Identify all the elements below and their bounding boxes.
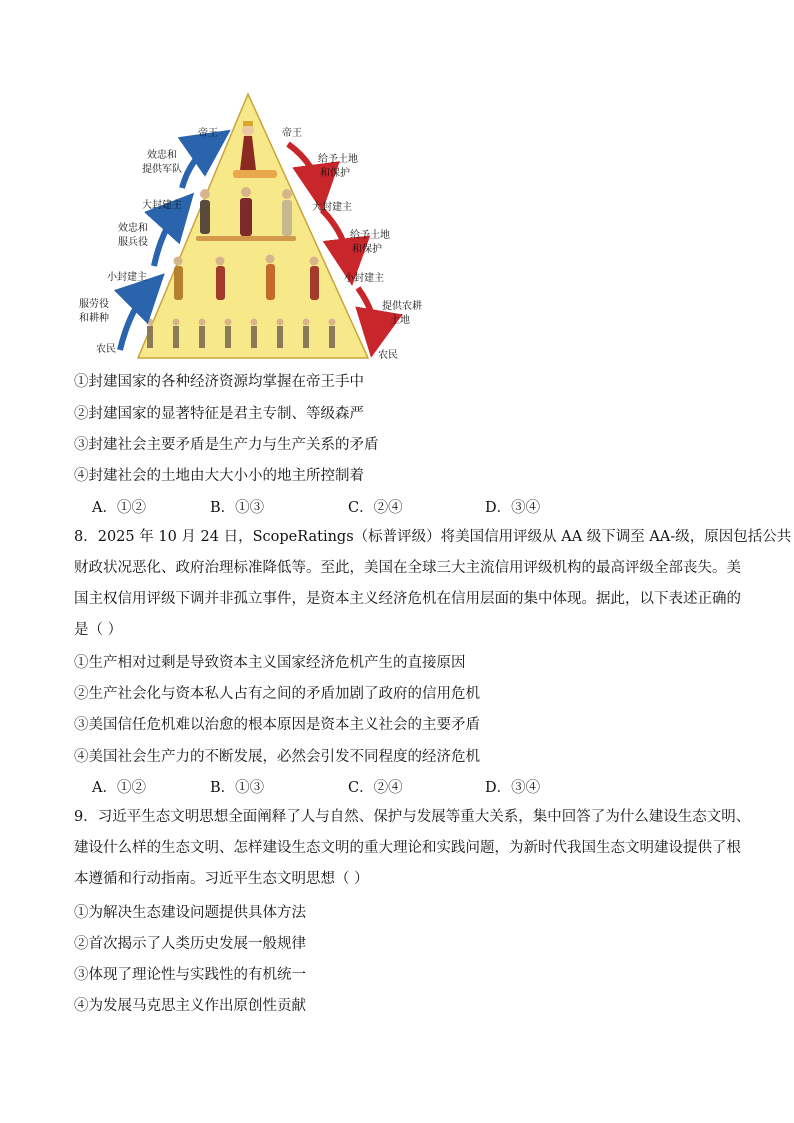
q9-item-3: ③体现了理论性与实践性的有机统一 xyxy=(74,967,306,983)
label-right-land-a: 提供农耕 xyxy=(382,301,422,312)
q7-option-a[interactable]: A．①② xyxy=(92,500,146,516)
q8-item-1: ①生产相对过剩是导致资本主义国家经济危机产生的直接原因 xyxy=(74,655,466,671)
right-arrow-bottom xyxy=(358,288,375,340)
q9-item-2: ②首次揭示了人类历史发展一般规律 xyxy=(74,936,306,952)
q7-option-c[interactable]: C．②④ xyxy=(348,500,403,516)
q8-option-c[interactable]: C．②④ xyxy=(348,780,403,796)
q8-option-a[interactable]: A．①② xyxy=(92,780,146,796)
label-left-great-lord: 大封建主 xyxy=(142,200,182,211)
q8-item-2: ②生产社会化与资本私人占有之间的矛盾加剧了政府的信用危机 xyxy=(74,686,480,702)
q8-stem-line-3: 国主权信用评级下调并非孤立事件，是资本主义经济危机在信用层面的集中体现。据此，以下表述正确的 xyxy=(74,591,741,607)
q7-item-1: ①封建国家的各种经济资源均掌握在帝王手中 xyxy=(74,374,364,390)
left-arrow-top xyxy=(182,140,216,188)
q7-item-3: ③封建社会主要矛盾是生产力与生产关系的矛盾 xyxy=(74,437,379,453)
feudal-pyramid-diagram xyxy=(70,88,430,366)
label-right-give2a: 给予土地 xyxy=(350,230,390,241)
label-right-peasant: 农民 xyxy=(378,350,398,361)
q8-stem xyxy=(74,522,792,646)
q9-stem-line-1: 9．习近平生态文明思想全面阐释了人与自然、保护与发展等重大关系，集中回答了为什么建设生态文明、 xyxy=(74,809,751,825)
label-right-give1a: 给予土地 xyxy=(318,154,358,165)
label-right-give2b: 和保护 xyxy=(352,244,382,255)
q9-stem xyxy=(74,802,751,895)
q8-option-d[interactable]: D．③④ xyxy=(485,780,541,796)
q8-option-b[interactable]: B．①③ xyxy=(210,780,265,796)
label-left-labor-a: 服劳役 xyxy=(79,299,109,310)
q9-item-4: ④为发展马克思主义作出原创性贡献 xyxy=(74,998,306,1014)
label-left-emperor: 帝王 xyxy=(198,128,218,139)
label-left-loyal2b: 服兵役 xyxy=(118,237,148,248)
q9-stem-line-2: 建设什么样的生态文明、怎样建设生态文明的重大理论和实践问题，为新时代我国生态文明建设提供了根 xyxy=(74,840,741,856)
label-left-loyal1b: 提供军队 xyxy=(142,164,182,175)
label-left-labor-b: 和耕种 xyxy=(79,313,109,324)
q8-item-4: ④美国社会生产力的不断发展，必然会引发不同程度的经济危机 xyxy=(74,749,480,765)
q9-item-1: ①为解决生态建设问题提供具体方法 xyxy=(74,905,306,921)
label-right-great-lord: 大封建主 xyxy=(312,202,352,213)
q8-stem-line-2: 财政状况恶化、政府治理标准降低等。至此，美国在全球三大主流信用评级机构的最高评级全部丧失。美 xyxy=(74,560,741,576)
q8-stem-line-4: 是（ ） xyxy=(74,622,123,638)
right-arrow-middle xyxy=(322,210,350,268)
label-right-lesser-lord: 小封建主 xyxy=(344,273,384,284)
q8-item-3: ③美国信任危机难以治愈的根本原因是资本主义社会的主要矛盾 xyxy=(74,717,480,733)
q7-option-d[interactable]: D．③④ xyxy=(485,500,541,516)
q7-option-b[interactable]: B．①③ xyxy=(210,500,265,516)
q7-item-4: ④封建社会的土地由大大小小的地主所控制着 xyxy=(74,468,364,484)
feudal-pyramid-figure xyxy=(70,88,430,366)
label-right-give1b: 和保护 xyxy=(320,168,350,179)
label-left-peasant: 农民 xyxy=(96,344,116,355)
q8-stem-line-1: 8．2025 年 10 月 24 日，ScopeRatings（标普评级）将美国信用评级从 AA 级下调至 AA-级，原因包括公共 xyxy=(74,529,792,545)
right-arrow-top xyxy=(288,144,320,194)
label-right-land-b: 土地 xyxy=(390,315,410,326)
label-left-loyal2a: 效忠和 xyxy=(118,223,148,234)
q7-item-2: ②封建国家的显著特征是君主专制、等级森严 xyxy=(74,406,364,422)
q9-stem-line-3: 本遵循和行动指南。习近平生态文明思想（ ） xyxy=(74,871,369,887)
label-right-emperor: 帝王 xyxy=(282,128,302,139)
label-left-loyal1a: 效忠和 xyxy=(147,150,177,161)
label-left-lesser-lord: 小封建主 xyxy=(107,272,147,283)
